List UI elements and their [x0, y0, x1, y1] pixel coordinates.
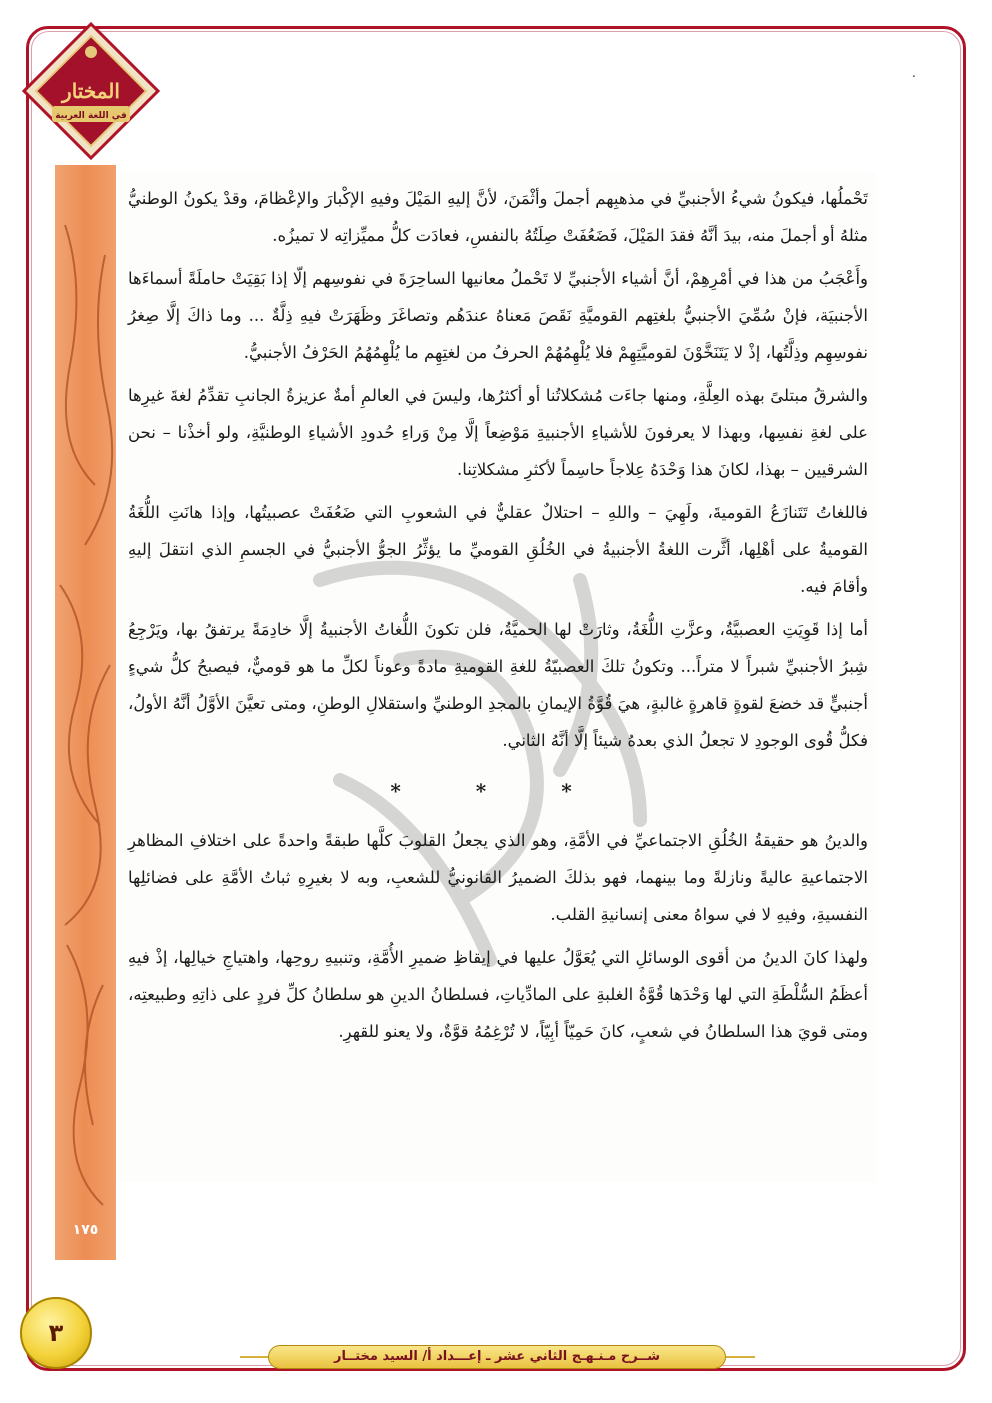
svg-text:في اللغة العربية: في اللغة العربية [55, 111, 127, 121]
svg-text:المختار: المختار [62, 79, 120, 103]
paragraph: أما إذا قَوِيَتِ العصبيَّةُ، وعزَّتِ اللُّغَةُ، وثارَتْ لها الحميَّةُ، فلن تكونَ اللُّغاتُ الأجنبيةُ إلَّا خادِمَةً يرتفقُ بها، ويَرْجِعُ شِبرُ الأجنبيِّ شبراً لا متراً... وتكونُ تلكَ العصبيّةُ للغةِ القوميةِ مادةً وعوناً لكلِّ ما هو قوميٌّ، فيصبحُ كلُّ شيءٍ أجنبيٍّ قد خضعَ لقوةٍ قاهرةٍ غالبةٍ، هيَ قُوَّةُ الإيمانِ بالمجدِ الوطنيِّ واستقلالِ الوطنِ، ومتى تعيَّنَ الأوَّلُ أنَّهُ الأولُ، فكلُّ قُوى الوجودِ لا تجعلُ الذي بعدهُ شيئاً إلَّا أنَّهُ الثاني. [128, 620, 868, 750]
article-body [128, 180, 868, 1056]
paragraph: ولهذا كانَ الدينُ من أقوى الوسائلِ التي يُعَوَّلُ عليها في إيقاظِ ضميرِ الأُمَّةِ، وتنبيهِ روحِها، واهتياجِ خيالِها، إذْ فيهِ أعظَمُ السُّلْطَةِ التي لها وَحْدَها قُوَّةُ الغلبةِ على المادِّياتِ، فسلطانُ الدينِ هو سلطانُ كلِّ فردٍ على ذاتِهِ وطبيعتِه، ومتى قويَ هذا السلطانُ في شعبٍ، كانَ حَمِيّاً أبِيّاً، لا تُرْغِمُهُ قوَّةٌ، ولا يعنو للقهرِ. [128, 948, 868, 1041]
paragraph: والشرقُ مبتلىً بهذه العِلَّةِ، ومنها جاءَت مُشكلاتُنا أو أكثرُها، وليسَ في العالمِ أمةٌ عزيزةُ الجانبِ تقدِّمُ لغةَ غيرِها على لغةِ نفسِها، وبهذا لا يعرفونَ للأشياءِ الأجنبيةِ مَوْضِعاً إلَّا مِنْ وَراءِ حُدودِ الأشياءِ الوطنيَّةِ، ولو أخذْنا – نحن الشرقيين – بهذا، لكانَ هذا وَحْدَهُ عِلاجاً حاسِماً لأكثرِ مشكلاتِنا. [128, 386, 868, 479]
strip-pattern-icon [55, 165, 116, 1260]
corner-dot: . [912, 66, 916, 80]
footer-banner: شــرح مـنـهـج الثاني عشر ـ إعـــداد أ/ السيد مختــار [268, 1345, 726, 1369]
paragraph: فاللغاتُ تَتَنازَعُ القوميةَ، ولَهِيَ – واللهِ – احتلالٌ عقليٌّ في الشعوبِ التي ضَعُفَتْ عصبيتُها، وإذا هانَتِ اللُّغَةُ القوميةُ على أهْلِها، أثَّرت اللغةُ الأجنبيةُ في الخُلُقِ القوميِّ ما يؤثِّرُ الجوُّ الأجنبيُّ في الجسمِ الذي انتقلَ إليهِ وأقامَ فيه. [128, 503, 868, 596]
side-decoration-strip [55, 165, 116, 1260]
side-page-number: ١٧٥ [72, 1222, 99, 1238]
page-number-circle: ٣ [20, 1297, 92, 1369]
paragraph: تَحْملُها، فيكونُ شيءُ الأجنبيِّ في مذهبِهم أجملَ وأثْمَنَ، لأنَّ إليهِ المَيْلَ وفيهِ الإكْبارَ والإعْظامَ، وقدْ يكونُ الوطنيُّ مثلهُ أو أجملَ منه، بيدَ أنَّهُ فقدَ المَيْلَ، فَضَعُفَتْ صِلَتُهُ بالنفسِ، فعادَت كلُّ مميِّزاتِه لا تميزُه. [128, 189, 868, 245]
paragraph: والدينُ هو حقيقةُ الخُلُقِ الاجتماعيِّ في الأمَّةِ، وهو الذي يجعلُ القلوبَ كلَّها طبقةً واحدةً على اختلافِ المظاهرِ الاجتماعيةِ عاليةً ونازلةً وما بينهما، فهو بذلكَ الضميرُ القانونيُّ للشعبِ، وبه لا بغيرِهِ ثباتُ الأمَّةِ على فضائلِها النفسيةِ، وفيهِ لا في سواهُ معنى إنسانيةِ القلب. [128, 831, 868, 924]
logo-badge [22, 22, 160, 160]
paragraph: وأَعْجَبُ من هذا في أمْرِهِمْ، أنَّ أشياء الأجنبيِّ لا تَحْملُ معانيها الساحِرَةَ في نفوسِهم إلّا إذا بَقِيَتْ حاملَةً أسماءَها الأجنبيَة، فإنْ سُمِّيَ الأجنبيُّ بلغتِهم القوميَّةِ نَقَصَ مَعناهُ عندَهُم وتصاغَرَ وظَهَرَتْ فيهِ ذِلَّةٌ ... وما ذاكَ إلَّا صِغرُ نفوسِهِم وذِلَّتُها، إذْ لا يَتَنَخَّوْنَ لقوميَّتِهِمْ فلا يُلْهِمُهُمْ الحرفُ من لغتِهِم ما يُلْهِمُهُمُ الحَرْفُ الأجنبيُّ. [128, 269, 868, 362]
section-separator: * * * [390, 779, 606, 803]
